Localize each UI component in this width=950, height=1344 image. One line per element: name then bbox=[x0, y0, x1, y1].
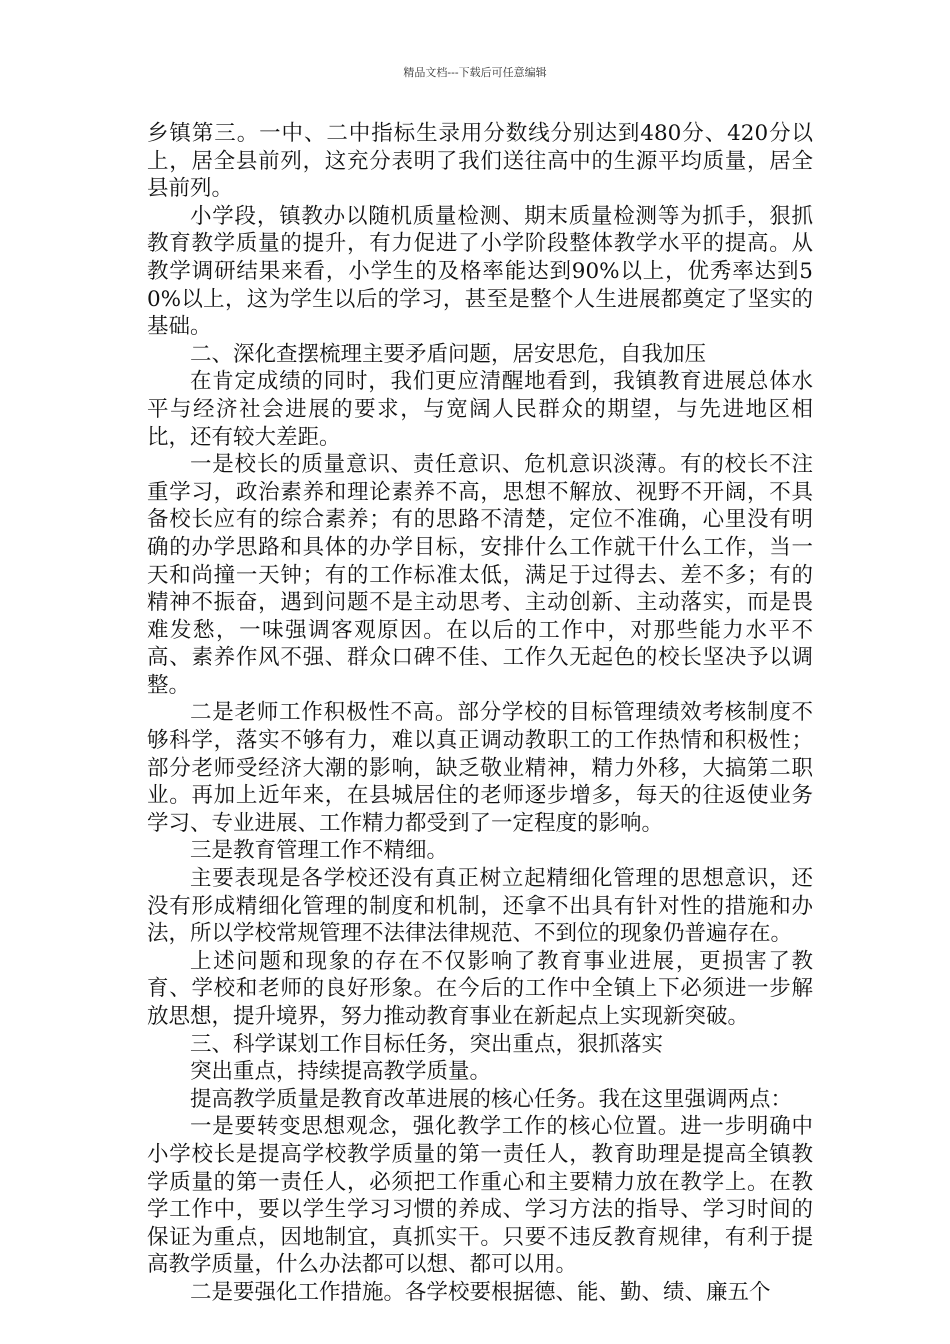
paragraph: 上述问题和现象的存在不仅影响了教育事业进展，更损害了教育、学校和老师的良好形象。在今后的工作中全镇上下必须进一步解放思想，提升境界，努力推动教育事业在新起点上实现新突破。 bbox=[147, 948, 813, 1029]
paragraph: 乡镇第三。一中、二中指标生录用分数线分别达到480分、420分以上，居全县前列，这充分表明了我们送往高中的生源平均质量，居全县前列。 bbox=[147, 121, 813, 202]
paragraph: 三是教育管理工作不精细。 bbox=[190, 838, 449, 864]
paragraph: 一是校长的质量意识、责任意识、危机意识淡薄。有的校长不注重学习，政治素养和理论素养不高，思想不解放、视野不开阔，不具备校长应有的综合素养；有的思路不清楚，定位不准确，心里没有明确的办学思路和具体的办学目标，安排什么工作就干什么工作，当一天和尚撞一天钟；有的工作标准太低，满足于过得去、差不多；有的精神不振奋，遇到问题不是主动思考、主动创新、主动落实，而是畏难发愁，一味强调客观原因。在以后的工作中，对那些能力水平不高、素养作风不强、群众口碑不佳、工作久无起色的校长坚决予以调整。 bbox=[147, 452, 813, 698]
section-heading: 二、深化查摆梳理主要矛盾问题，居安思危，自我加压 bbox=[190, 341, 707, 367]
paragraph: 突出重点，持续提高教学质量。 bbox=[190, 1059, 492, 1085]
section-heading: 三、科学谋划工作目标任务，突出重点，狠抓落实 bbox=[190, 1031, 664, 1057]
paragraph: 二是要强化工作措施。各学校要根据德、能、勤、绩、廉五个 bbox=[190, 1279, 771, 1305]
page-header: 精品文档---下载后可任意编辑 bbox=[403, 66, 547, 79]
paragraph: 提高教学质量是教育改革进展的核心任务。我在这里强调两点： bbox=[190, 1086, 793, 1112]
document-body bbox=[147, 120, 813, 1307]
paragraph: 小学段，镇教办以随机质量检测、期末质量检测等为抓手，狠抓教育教学质量的提升，有力促进了小学阶段整体教学水平的提高。从教学调研结果来看，小学生的及格率能达到90%以上，优秀率达到50%以上，这为学生以后的学习，甚至是整个人生进展都奠定了坚实的基础。 bbox=[147, 203, 813, 340]
paragraph: 二是老师工作积极性不高。部分学校的目标管理绩效考核制度不够科学，落实不够有力，难以真正调动教职工的工作热情和积极性；部分老师受经济大潮的影响，缺乏敬业精神，精力外移，大搞第二职业。再加上近年来，在县城居住的老师逐步增多，每天的往返使业务学习、专业进展、工作精力都受到了一定程度的影响。 bbox=[147, 700, 813, 836]
paragraph: 一是要转变思想观念，强化教学工作的核心位置。进一步明确中小学校长是提高学校教学质量的第一责任人，教育助理是提高全镇教学质量的第一责任人，必须把工作重心和主要精力放在教学上。在教学工作中，要以学生学习习惯的养成、学习方法的指导、学习时间的保证为重点，因地制宜，真抓实干。只要不违反教育规律，有利于提高教学质量，什么办法都可以想、都可以用。 bbox=[147, 1114, 813, 1278]
paragraph: 主要表现是各学校还没有真正树立起精细化管理的思想意识，还没有形成精细化管理的制度和机制，还拿不出具有针对性的措施和办法，所以学校常规管理不法律法律规范、不到位的现象仍普遍存在。 bbox=[147, 866, 813, 947]
paragraph: 在肯定成绩的同时，我们更应清醒地看到，我镇教育进展总体水平与经济社会进展的要求，与宽阔人民群众的期望，与先进地区相比，还有较大差距。 bbox=[147, 369, 813, 450]
